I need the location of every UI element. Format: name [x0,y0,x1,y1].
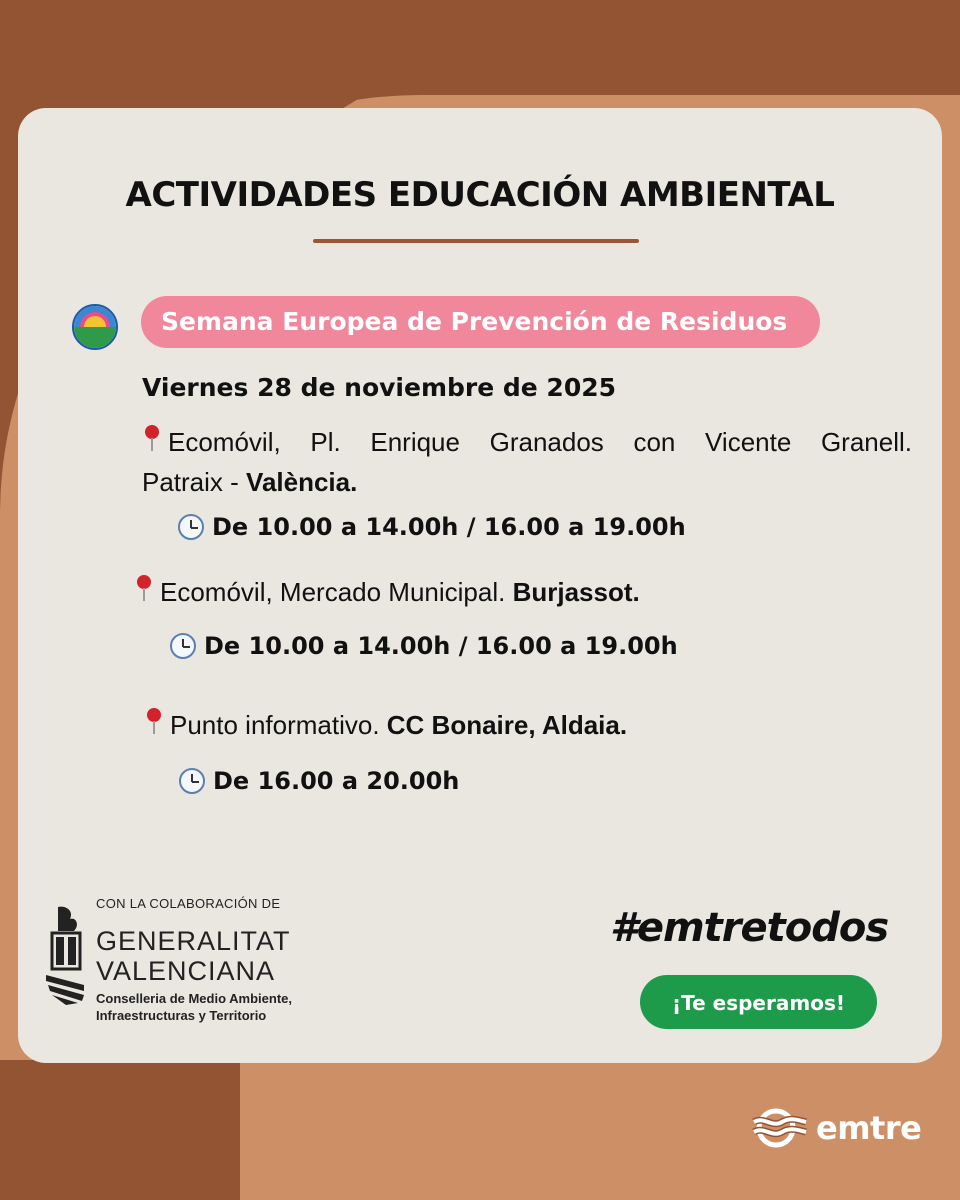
clock-icon [178,514,204,540]
location-3-hours [179,767,459,795]
emtre-logo-icon [752,1108,808,1148]
location-2-city: Burjassot. [512,577,640,607]
brand-name: emtre [816,1109,922,1147]
location-3 [144,705,627,745]
clock-icon [179,768,205,794]
generalitat-line2: VALENCIANA [96,956,276,986]
location-1-hours [178,513,686,541]
collaboration-label: CON LA COLABORACIÓN DE [96,896,281,911]
location-1-hours-text: De 10.00 a 14.00h / 16.00 a 19.00h [212,513,686,541]
location-3-place: CC Bonaire, Aldaia. [386,710,628,740]
location-2-hours [170,632,678,660]
event-date: Viernes 28 de noviembre de 2025 [142,373,617,402]
location-1-line2 [142,462,357,502]
emtre-brand[interactable] [752,1108,921,1148]
page-title: ACTIVIDADES EDUCACIÓN AMBIENTAL [125,175,835,215]
event-title-pill: Semana Europea de Prevención de Residuos [141,296,820,348]
conselleria-line2: Infraestructuras y Territorio [96,1008,267,1023]
location-1-area: Patraix - [142,467,247,497]
location-2-hours-text: De 10.00 a 14.00h / 16.00 a 19.00h [204,632,678,660]
clock-icon [170,633,196,659]
hashtag: #emtretodos [610,905,889,951]
location-3-text: Punto informativo. [170,710,387,740]
te-esperamos-button[interactable]: ¡Te esperamos! [640,975,877,1029]
conselleria-line1: Conselleria de Medio Ambiente, [96,991,293,1006]
generalitat-name [96,926,291,986]
location-2-text: Ecomóvil, Mercado Municipal. [160,577,513,607]
location-1-city: València. [246,467,358,497]
location-1-text: Ecomóvil, Pl. Enrique Granados con Vicente Granell. [168,427,912,457]
generalitat-line1: GENERALITAT [96,926,291,956]
conselleria-name [96,990,292,1024]
location-1 [142,422,912,462]
ewwr-logo-icon [72,304,118,350]
generalitat-emblem-icon [44,905,88,1005]
location-2 [134,572,640,612]
background-shape-bottom-left [0,1060,240,1200]
location-3-hours-text: De 16.00 a 20.00h [213,767,460,795]
title-divider [313,239,639,243]
